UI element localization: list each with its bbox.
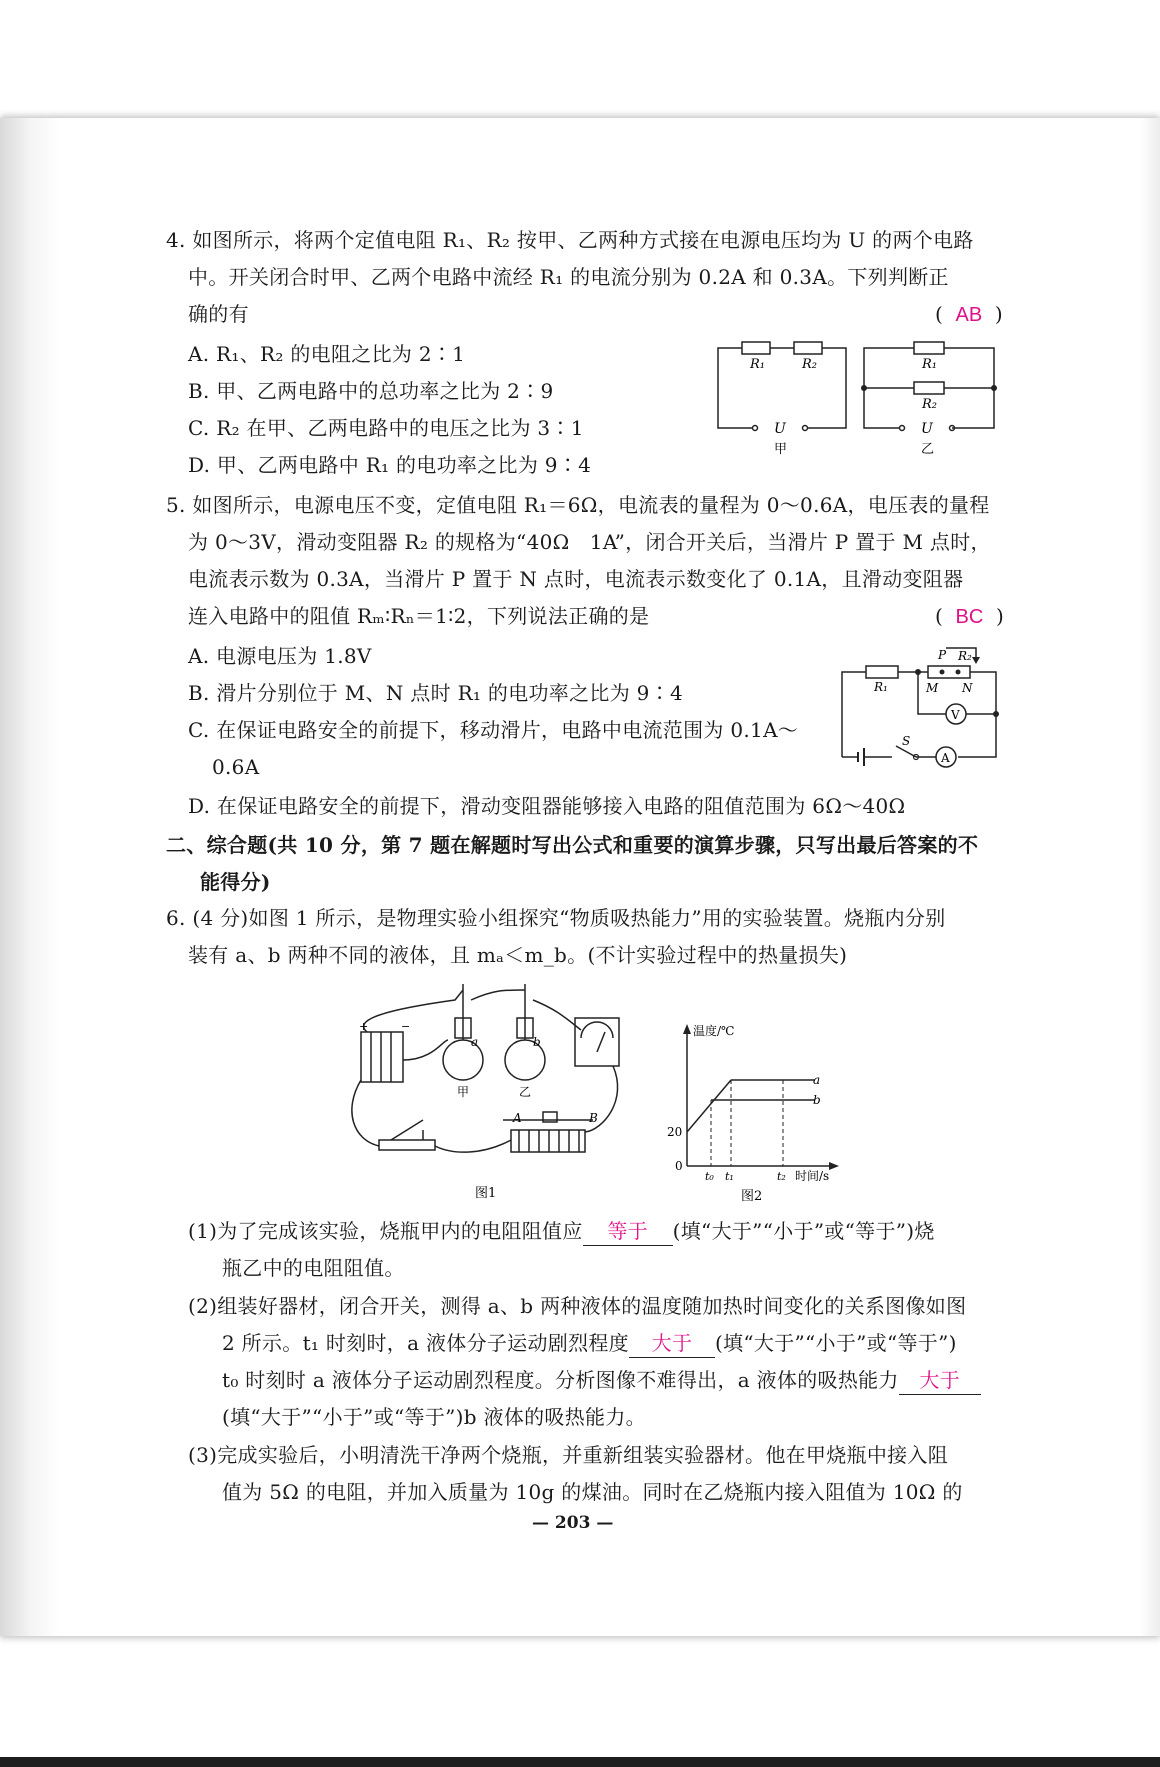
q4-jia-r1-resistor [742,342,770,354]
q6-part2-line2-suffix: (填“大于”“小于”或“等于”) [714,1331,957,1355]
q5-p-label: P [938,648,947,662]
q4-jia-wire [718,348,752,428]
q6-part1-prefix: (1)为了完成该实验，烧瓶甲内的电阻阻值应 [188,1219,583,1243]
fig2-xlabel: 时间/s [795,1169,830,1183]
q4-line3: 确的有 [188,302,249,326]
q4-answer: AB [955,304,983,326]
q6-part3-line2: 值为 5Ω 的电阻，并加入质量为 10g 的煤油。同时在乙烧瓶内接入阻值为 10Ω 的 [222,1480,963,1504]
q5-line3: 电流表示数为 0.3A，当滑片 P 置于 N 点时，电流表示数变化了 0.1A，且滑动变阻器 [188,567,964,591]
fig2-t1: t₁ [725,1170,734,1183]
q4-yi-r2-label: R₂ [922,397,937,412]
q5-n-label: N [962,681,973,695]
q6-part3-line1: (3)完成实验后，小明清洗干净两个烧瓶，并重新组装实验器材。他在甲烧瓶中接入阻 [188,1443,949,1467]
q4-yi-r2-resistor [914,382,944,394]
q4-jia-r2-resistor [794,342,822,354]
page-number: — 203 — [532,1513,614,1533]
q5-option-b: B. 滑片分别位于 M、N 点时 R₁ 的电功率之比为 9∶4 [188,681,684,705]
q6-part2-line4: (填“大于”“小于”或“等于”)b 液体的吸热能力。 [222,1405,646,1429]
fig1-battery-plus: + [359,1020,369,1033]
fig2-legend-a: a [813,1073,821,1087]
q5-r1-resistor [866,666,898,678]
q5-option-c-line1: C. 在保证电路安全的前提下，移动滑片，电路中电流范围为 0.1A～ [188,718,799,742]
q4-jia-label: 甲 [774,442,788,457]
q5-answer: BC [955,606,984,628]
q6-part1-suffix: (填“大于”“小于”或“等于”)烧 [672,1219,935,1243]
q4-jia-u-label: U [774,421,786,437]
bottom-bar [0,1757,1160,1767]
q4-yi-u-label: U [921,421,933,437]
fig1-label-A: A [513,1111,522,1125]
q5-option-d: D. 在保证电路安全的前提下，滑动变阻器能够接入电路的阻值范围为 6Ω～40Ω [188,794,906,818]
q4-circuit-figure [712,336,1002,461]
q4-line1: 4. 如图所示，将两个定值电阻 R₁、R₂ 按甲、乙两种方式接在电源电压均为 U 的两个电路 [166,228,974,252]
fig2-rising-segment [687,1080,731,1132]
fig1-label-b: b [533,1035,541,1049]
q4-answer-box: ( AB ) [935,302,1003,326]
top-bar [0,0,1160,118]
q4-yi-label: 乙 [921,442,935,457]
q4-jia-r2-label: R₂ [802,357,817,372]
q6-figure2-temperature-graph [665,1020,855,1208]
q6-part1-line2: 瓶乙中的电阻阻值。 [222,1256,405,1280]
q5-circuit-figure [836,642,1002,770]
q5-r2-label: R₂ [958,649,972,663]
q5-a-label: A [941,751,950,765]
q5-r2-rheostat [928,666,970,678]
q5-answer-box: ( BC ) [935,604,1004,628]
q4-option-b: B. 甲、乙两电路中的总功率之比为 2∶9 [188,379,554,403]
knife-switch [379,1140,435,1150]
q5-r1-label: R₁ [874,680,888,694]
q5-option-a: A. 电源电压为 1.8V [188,644,372,668]
section2-heading-line1: 二、综合题(共 10 分，第 7 题在解题时写出公式和重要的演算步骤，只写出最后答案的不 [166,833,979,857]
fig1-battery-minus: − [401,1020,411,1033]
q5-line1: 5. 如图所示，电源电压不变，定值电阻 R₁＝6Ω，电流表的量程为 0～0.6A，电压表的量程 [166,493,990,517]
q4-jia-r1-label: R₁ [750,357,765,372]
q5-option-c-line2: 0.6A [212,755,260,779]
fig1-label-jia: 甲 [457,1085,470,1099]
q6-figure1-apparatus [343,980,633,1205]
fig2-t0: t₀ [705,1170,714,1183]
section2-heading-line2: 能得分) [200,870,271,894]
q5-line4: 连入电路中的阻值 Rₘ∶Rₙ＝1∶2，下列说法正确的是 [188,604,650,628]
q4-option-a: A. R₁、R₂ 的电阻之比为 2∶1 [188,342,466,366]
q5-s-label: S [902,734,911,748]
q4-yi-r1-label: R₁ [922,357,937,372]
fig1-caption: 图1 [475,1186,497,1201]
fig1-label-yi: 乙 [519,1085,532,1099]
q6-line2: 装有 a、b 两种不同的液体，且 mₐ＜m_b。(不计实验过程中的热量损失) [188,943,848,967]
fig2-legend-b: b [813,1093,821,1107]
q6-line1: 6. (4 分)如图 1 所示，是物理实验小组探究“物质吸热能力”用的实验装置。烧瓶内分别 [166,906,946,930]
q4-option-c: C. R₂ 在甲、乙两电路中的电压之比为 3∶1 [188,416,584,440]
fig2-t2: t₂ [777,1170,786,1183]
q6-part2-line1: (2)组装好器材，闭合开关，测得 a、b 两种液体的温度随加热时间变化的关系图像如图 [188,1294,967,1318]
q4-yi-r1-resistor [914,342,944,354]
ammeter-box [575,1018,619,1066]
q6-part2-line2 [222,1329,957,1358]
q6-part2-answer-blank1: 大于 [629,1331,715,1358]
battery [361,1032,403,1082]
q6-part1-answer-blank: 等于 [583,1219,673,1246]
fig1-label-a: a [471,1035,479,1049]
fig2-y0: 0 [675,1159,683,1173]
q5-line2: 为 0～3V，滑动变阻器 R₂ 的规格为“40Ω 1A”，闭合开关后，当滑片 P 置于 M 点时， [188,530,991,554]
q6-part1-line1 [188,1217,935,1246]
q5-v-label: V [951,708,960,722]
q6-part2-line3-prefix: t₀ 时刻时 a 液体分子运动剧烈程度。分析图像不难得出，a 液体的吸热能力 [222,1368,899,1392]
q4-line2: 中。开关闭合时甲、乙两个电路中流经 R₁ 的电流分别为 0.2A 和 0.3A。下列判断正 [188,265,949,289]
q5-m-label: M [926,681,939,695]
rheostat [511,1130,585,1152]
q6-part2-line2-prefix: 2 所示。t₁ 时刻时，a 液体分子运动剧烈程度 [222,1331,629,1355]
q4-option-d: D. 甲、乙两电路中 R₁ 的电功率之比为 9∶4 [188,453,592,477]
fig2-ylabel: 温度/℃ [693,1024,735,1038]
fig2-y20: 20 [667,1125,683,1139]
fig2-caption: 图2 [741,1189,763,1204]
q6-part2-line3 [222,1366,981,1395]
q6-part2-answer-blank2: 大于 [899,1368,981,1395]
fig1-label-B: B [589,1111,598,1125]
